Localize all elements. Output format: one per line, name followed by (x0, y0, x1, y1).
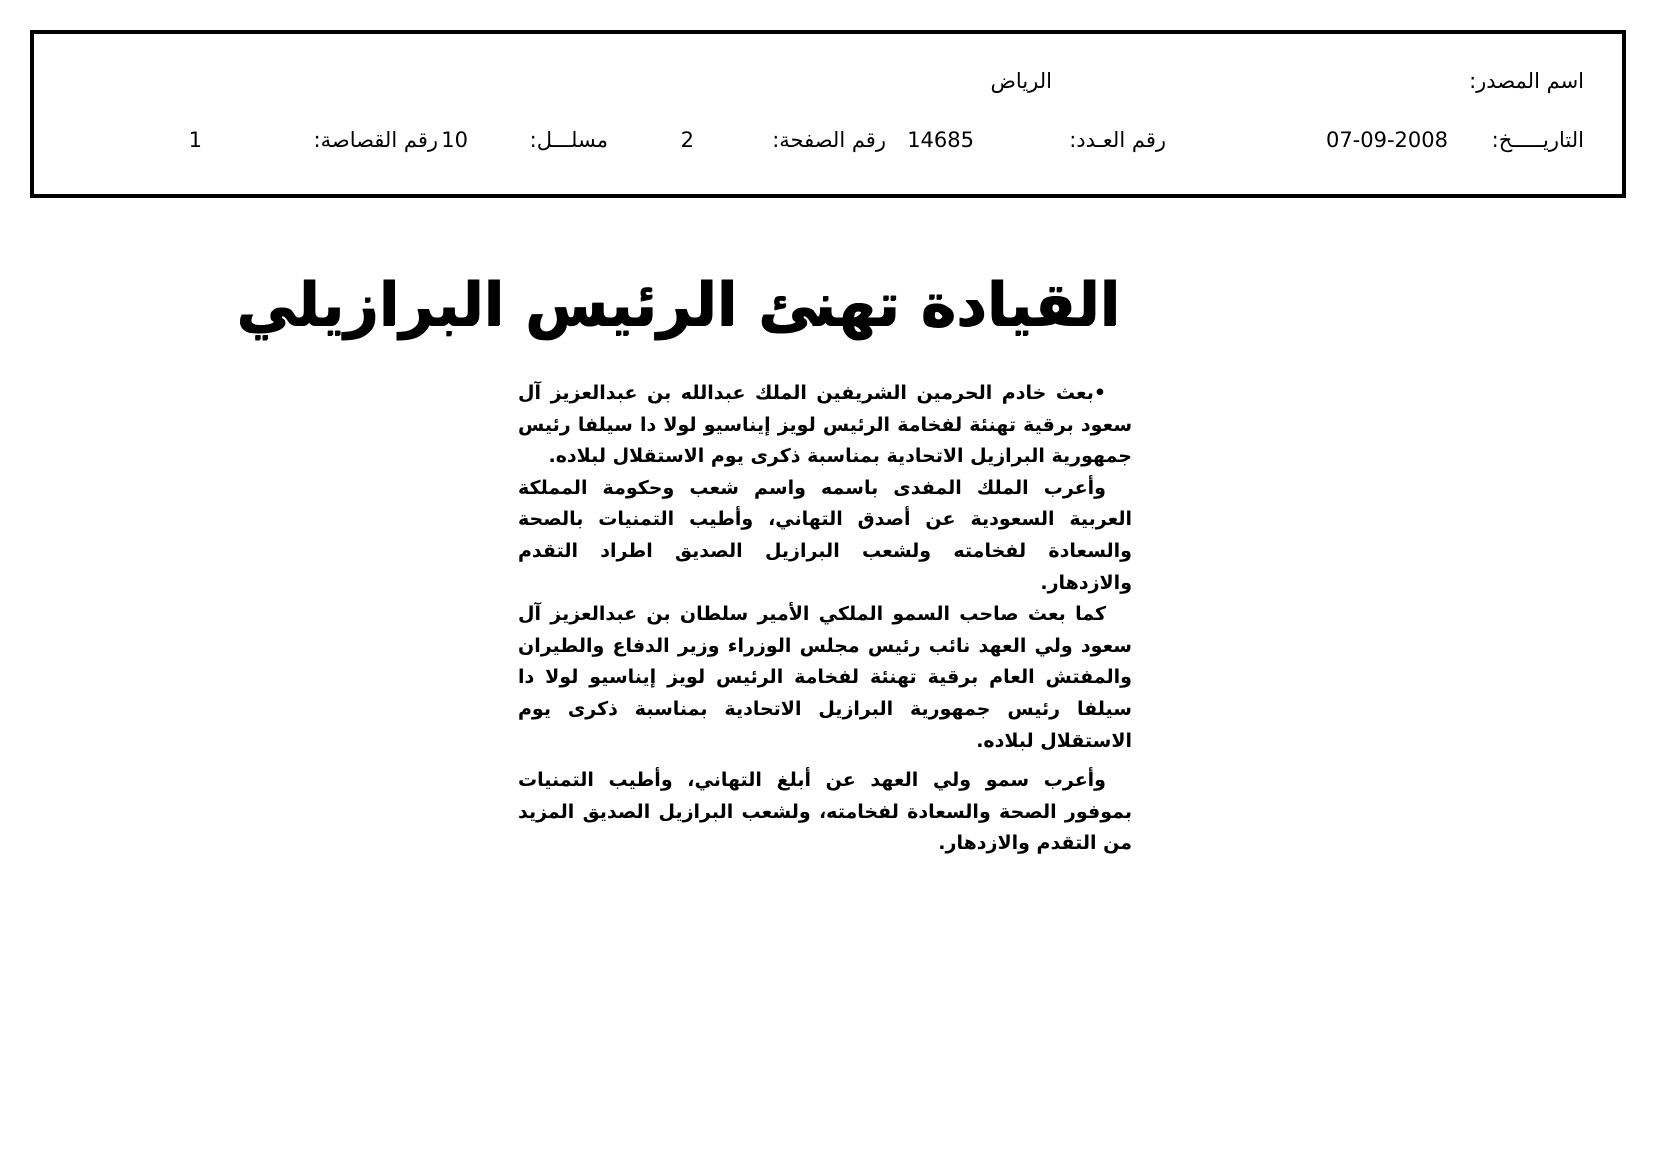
clip-label: رقم القصاصة: (313, 128, 438, 152)
clipping-header-box (30, 30, 1626, 198)
source-value: الرياض (990, 69, 1052, 93)
issue-value: 14685 (907, 128, 974, 152)
issue-label: رقم العـدد: (1069, 128, 1166, 152)
source-label: اسم المصدر: (1469, 69, 1584, 93)
clip-value: 1 (188, 128, 202, 152)
article-headline: القيادة تهنئ الرئيس البرازيلي (236, 270, 1120, 340)
article-paragraph: كما بعث صاحب السمو الملكي الأمير سلطان بن عبدالعزيز آل سعود ولي العهد نائب رئيس مجلس الوزراء وزير الدفاع والطيران والمفتش العام برقية تهنئة لفخامة الرئيس لويز إيناسيو لولا دا سيلفا رئيس جمهورية البرازيل الاتحادية بمناسبة ذكرى يوم الاستقلال لبلاده. (518, 603, 1132, 752)
serial-label: مسلـــل: (529, 128, 608, 152)
article-paragraph: وأعرب سمو ولي العهد عن أبلغ التهاني، وأطيب التمنيات بموفور الصحة والسعادة لفخامته، ولشعب البرازيل الصديق المزيد من التقدم والازدهار. (518, 769, 1132, 855)
page-value: 2 (680, 128, 694, 152)
article-body (518, 378, 1132, 860)
date-label: التاريـــــخ: (1491, 128, 1584, 152)
serial-value: 10 (441, 128, 468, 152)
page-label: رقم الصفحة: (772, 128, 886, 152)
article-paragraph: •بعث خادم الحرمين الشريفين الملك عبدالله بن عبدالعزيز آل سعود برقية تهنئة لفخامة الرئيس لويز إيناسيو لولا دا سيلفا رئيس جمهورية البرازيل الاتحادية بمناسبة ذكرى يوم الاستقلال لبلاده. (518, 382, 1132, 468)
article-paragraph: وأعرب الملك المفدى باسمه واسم شعب وحكومة المملكة العربية السعودية عن أصدق التهاني، وأطيب التمنيات بالصحة والسعادة لفخامته ولشعب البرازيل الصديق اطراد التقدم والازدهار. (518, 476, 1132, 594)
date-value: 07-09-2008 (1325, 128, 1448, 152)
